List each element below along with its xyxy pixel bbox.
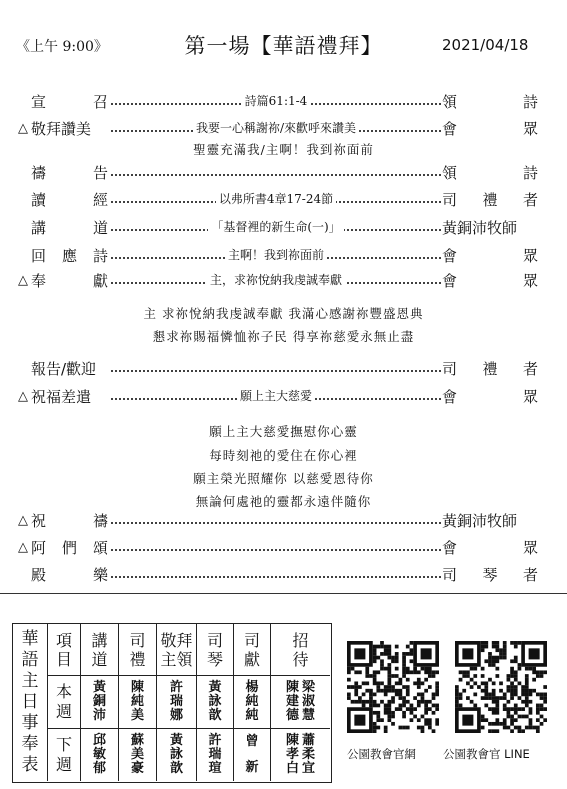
- lyric-line: 無論何處祂的靈都永遠伴隨你: [195, 494, 372, 509]
- order-label-char: 敬拜讚美: [31, 119, 92, 138]
- leader-text: 會: [442, 538, 458, 557]
- dotted-leader: [110, 269, 442, 291]
- schedule-week-label: 下 週: [48, 729, 81, 781]
- order-item-label: [18, 189, 110, 210]
- order-row: [18, 563, 538, 585]
- schedule-title: [13, 624, 48, 781]
- lyric-line: 聖靈充滿我/主啊！我到祢面前: [193, 142, 374, 157]
- order-item-label: [18, 91, 110, 112]
- order-label-char: 殿: [31, 565, 47, 584]
- order-label-char: 回: [31, 246, 47, 265]
- order-item-leader: [442, 386, 538, 407]
- schedule-title-char: 事: [21, 713, 39, 733]
- leader-text: 會: [442, 246, 458, 265]
- schedule-name-cell: 黃 詠 歆: [197, 676, 234, 729]
- schedule-name-cell: 黃 詠 歆: [157, 729, 197, 781]
- order-row: [18, 244, 538, 266]
- order-item-content: 主啊！我到祢面前: [225, 244, 327, 266]
- schedule-name-cell: 曾 新: [234, 729, 271, 781]
- website-qr-code[interactable]: [347, 641, 439, 733]
- order-label-char: 頌: [92, 538, 108, 557]
- dotted-leader: [110, 161, 442, 183]
- leader-text: 禮: [482, 190, 498, 209]
- order-mark: △: [18, 388, 28, 404]
- leader-text: 禮: [482, 359, 498, 378]
- dotted-leader: [110, 90, 442, 112]
- schedule-title-char: 日: [21, 692, 39, 712]
- order-label-char: 讀: [31, 190, 47, 209]
- order-label-char: 禱: [31, 163, 47, 182]
- schedule-name-cell: 蘇 美 豪: [119, 729, 157, 781]
- order-item-leader: [442, 537, 538, 558]
- schedule-name-cell: 許 瑞 瑄: [197, 729, 234, 781]
- dotted-leader: [110, 188, 442, 210]
- schedule-role-header: 招 待: [271, 624, 330, 676]
- leader-text: 眾: [522, 246, 538, 265]
- dotted-leader: [110, 117, 442, 139]
- order-item-content: 主，求祢悅納我虔誠奉獻: [207, 269, 345, 291]
- schedule-item-header: 項 目: [48, 624, 81, 676]
- website-qr-label: 公園教會官網: [347, 747, 416, 761]
- order-item-label: [18, 270, 110, 291]
- leader-text: 詩: [522, 163, 538, 182]
- order-row: [18, 509, 538, 531]
- order-label-char: 報告/歡迎: [31, 359, 97, 378]
- schedule-role-header: 司 禮: [119, 624, 157, 676]
- leader-text: 會: [442, 271, 458, 290]
- order-row: [18, 536, 538, 558]
- schedule-role-header: 司 琴: [197, 624, 234, 676]
- order-item-label: [18, 564, 110, 585]
- service-title: 第一場【華語禮拜】: [184, 34, 383, 58]
- order-label-char: 們: [61, 538, 77, 557]
- leader-text: 眾: [522, 387, 538, 406]
- order-label-char: 樂: [92, 565, 108, 584]
- leader-text: 司: [442, 565, 458, 584]
- order-label-char: 應: [61, 246, 77, 265]
- leader-text: 眾: [522, 538, 538, 557]
- order-label-char: 阿: [31, 538, 47, 557]
- dotted-leader: [110, 536, 442, 558]
- schedule-title-char: 表: [21, 755, 39, 775]
- order-label-char: 召: [92, 92, 108, 111]
- leader-text: 眾: [522, 271, 538, 290]
- schedule-name-cell: 黃 銅 沛: [81, 676, 119, 729]
- order-row: [18, 117, 538, 139]
- lyric-line: 願上主大慈愛撫慰你心靈: [209, 424, 358, 439]
- schedule-name-cell: 邱 敏 郁: [81, 729, 119, 781]
- order-item-label: [18, 162, 110, 183]
- leader-text: 會: [442, 119, 458, 138]
- lyric-line: 懇求祢賜福憐恤祢子民 得享祢慈愛永無止盡: [152, 329, 415, 344]
- order-item-label: [18, 537, 110, 558]
- order-item-content: 我要一心稱謝祢/來歡呼來讚美: [193, 117, 359, 139]
- order-row: [18, 269, 538, 291]
- schedule-name-cell: 楊 純 純: [234, 676, 271, 729]
- order-label-char: 道: [92, 218, 108, 237]
- service-date: 2021/04/18: [442, 36, 529, 54]
- schedule-name-cell: 許 瑞 娜: [157, 676, 197, 729]
- schedule-name-cell: 陳 孝 白 蕭 柔 宜: [285, 733, 316, 776]
- leader-text: 眾: [522, 119, 538, 138]
- order-item-leader: [442, 162, 538, 183]
- schedule-title-char: 語: [21, 650, 39, 670]
- order-mark: △: [18, 539, 28, 555]
- order-item-leader: [442, 245, 538, 266]
- dotted-leader: [110, 563, 442, 585]
- schedule-title-char: 華: [21, 629, 39, 649]
- leader-text: 詩: [522, 92, 538, 111]
- order-label-char: 告: [92, 163, 108, 182]
- dotted-leader: [110, 385, 442, 407]
- leader-text: 琴: [482, 565, 498, 584]
- order-label-char: 奉: [31, 271, 47, 290]
- leader-text: 者: [522, 359, 538, 378]
- leader-text: 黃銅沛牧師: [442, 218, 518, 237]
- leader-text: 者: [522, 190, 538, 209]
- order-row: [18, 90, 538, 112]
- order-label-char: 祝福差遣: [31, 387, 92, 406]
- lyric-line: 每時刻祂的愛住在你心裡: [209, 448, 358, 463]
- order-item-label: [18, 386, 110, 407]
- order-item-leader: [442, 358, 538, 379]
- order-item-leader: [442, 270, 538, 291]
- order-label-char: 詩: [92, 246, 108, 265]
- order-label-char: 獻: [92, 271, 108, 290]
- service-schedule-table: [12, 623, 332, 783]
- order-item-leader: [442, 510, 538, 531]
- order-item-label: [18, 245, 110, 266]
- dotted-leader: [110, 509, 442, 531]
- leader-text: 會: [442, 387, 458, 406]
- leader-text: 領: [442, 163, 458, 182]
- schedule-role-header: 司 獻: [234, 624, 271, 676]
- order-item-label: [18, 217, 110, 238]
- order-label-char: 講: [31, 218, 47, 237]
- line-qr-code[interactable]: [455, 641, 547, 733]
- order-mark: △: [18, 512, 28, 528]
- order-item-content: 願上主大慈愛: [237, 385, 315, 407]
- order-row: [18, 161, 538, 183]
- schedule-title-char: 奉: [21, 734, 39, 754]
- leader-text: 黃銅沛牧師: [442, 511, 518, 530]
- order-label-char: 禱: [92, 511, 108, 530]
- schedule-week-label: 本 週: [48, 676, 81, 729]
- leader-text: 司: [442, 190, 458, 209]
- order-item-content: 詩篇61:1-4: [242, 90, 311, 112]
- order-row: [18, 385, 538, 407]
- order-mark: △: [18, 120, 28, 136]
- dotted-leader: [110, 357, 442, 379]
- order-row: [18, 357, 538, 379]
- schedule-title-char: 主: [21, 671, 39, 691]
- leader-text: 者: [522, 565, 538, 584]
- order-item-label: [18, 118, 110, 139]
- lyric-line: 願主榮光照耀你 以慈愛恩待你: [193, 471, 374, 486]
- order-item-leader: [442, 118, 538, 139]
- order-item-leader: [442, 189, 538, 210]
- order-item-label: [18, 510, 110, 531]
- order-item-leader: [442, 91, 538, 112]
- order-row: [18, 188, 538, 210]
- order-item-leader: [442, 217, 538, 238]
- order-item-leader: [442, 564, 538, 585]
- order-label-char: 宣: [31, 92, 47, 111]
- leader-text: 司: [442, 359, 458, 378]
- schedule-role-header: 敬拜 主領: [157, 624, 197, 676]
- line-qr-label: 公園教會官 LINE: [443, 747, 530, 761]
- lyric-line: 主 求祢悅納我虔誠奉獻 我滿心感謝祢豐盛恩典: [143, 306, 424, 321]
- order-mark: △: [18, 272, 28, 288]
- order-row: [18, 216, 538, 238]
- schedule-role-header: 講 道: [81, 624, 119, 676]
- order-item-label: [18, 358, 110, 379]
- service-time: 《上午 9:00》: [16, 39, 108, 55]
- order-item-content: 「基督裡的新生命(一)」: [208, 216, 343, 238]
- order-label-char: 祝: [31, 511, 47, 530]
- dotted-leader: [110, 216, 442, 238]
- section-divider: [0, 593, 567, 594]
- order-item-content: 以弗所書4章17-24節: [216, 188, 336, 210]
- order-label-char: 經: [92, 190, 108, 209]
- schedule-name-cell: 陳 建 德 梁 淑 慧: [271, 676, 330, 729]
- schedule-name-cell: 陳 純 美: [119, 676, 157, 729]
- leader-text: 領: [442, 92, 458, 111]
- bulletin-header: [0, 30, 567, 62]
- dotted-leader: [110, 244, 442, 266]
